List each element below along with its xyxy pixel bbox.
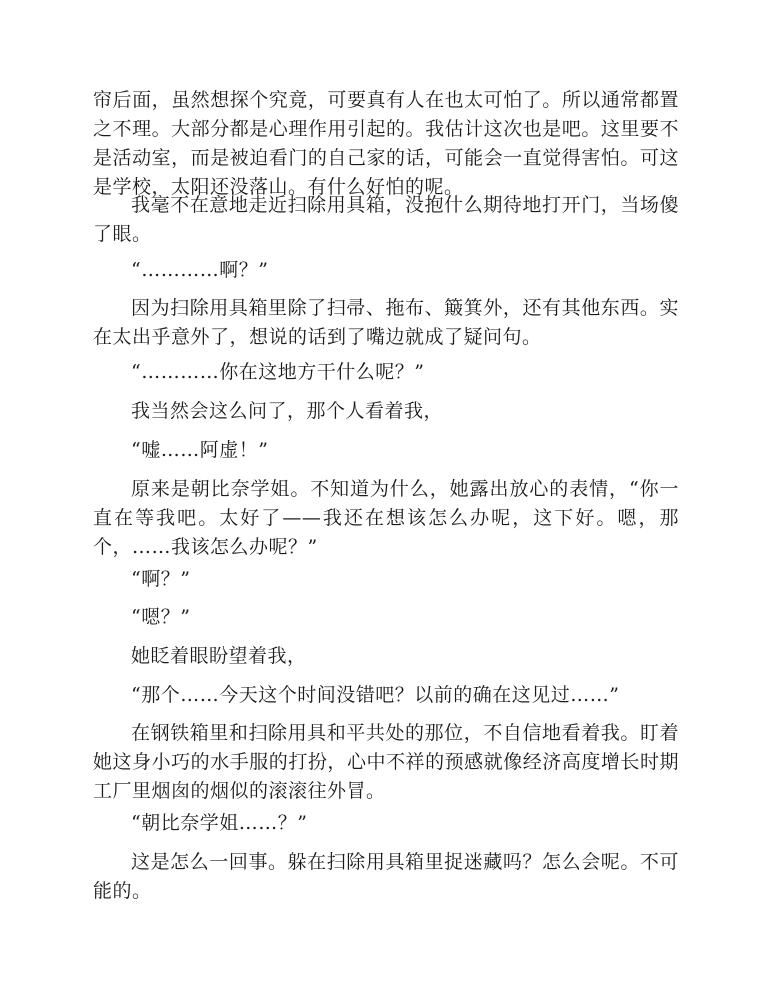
paragraph-dialogue: “…………啊？” bbox=[131, 259, 269, 281]
paragraph-narration: 她眨着眼盼望着我， bbox=[131, 645, 307, 667]
paragraph-dialogue: “啊？” bbox=[131, 568, 191, 590]
paragraph-narration: 因为扫除用具箱里除了扫帚、拖布、簸箕外，还有其他东西。实在太出乎意外了，想说的话到了嘴边就成了疑问句。 bbox=[93, 297, 679, 348]
paragraph-dialogue: “那个……今天这个时间没错吧？以前的确在这见过……” bbox=[131, 684, 620, 706]
paragraph-narration: 这是怎么一回事。躲在扫除用具箱里捉迷藏吗？怎么会呢。不可能的。 bbox=[93, 851, 679, 902]
paragraph-narration: 在钢铁箱里和扫除用具和平共处的那位，不自信地看着我。盯着她这身小巧的水手服的打扮，心中不祥的预感就像经济高度增长时期工厂里烟囱的烟似的滚滚往外冒。 bbox=[93, 722, 679, 802]
paragraph-continuation: 帘后面，虽然想探个究竟，可要真有人在也太可怕了。所以通常都置之不理。大部分都是心理作用引起的。我估计这次也是吧。这里要不是活动室，而是被迫看门的自己家的话，可能会一直觉得害怕。可这是学校，太阳还没落山。有什么好怕的呢。 bbox=[93, 89, 679, 198]
paragraph-narration: 原来是朝比奈学姐。不知道为什么，她露出放心的表情，“你一直在等我吧。太好了——我还在想该怎么办呢，这下好。嗯，那个，……我该怎么办呢？” bbox=[93, 478, 679, 558]
paragraph-dialogue: “嘘……阿虚！” bbox=[131, 439, 269, 461]
paragraph-narration: 我毫不在意地走近扫除用具箱，没抱什么期待地打开门，当场傻了眼。 bbox=[93, 194, 679, 245]
paragraph-narration: 我当然会这么问了，那个人看着我， bbox=[131, 400, 444, 422]
paragraph-dialogue: “…………你在这地方干什么呢？” bbox=[131, 361, 425, 383]
paragraph-dialogue: “嗯？” bbox=[131, 606, 191, 628]
paragraph-dialogue: “朝比奈学姐……？” bbox=[131, 812, 308, 834]
